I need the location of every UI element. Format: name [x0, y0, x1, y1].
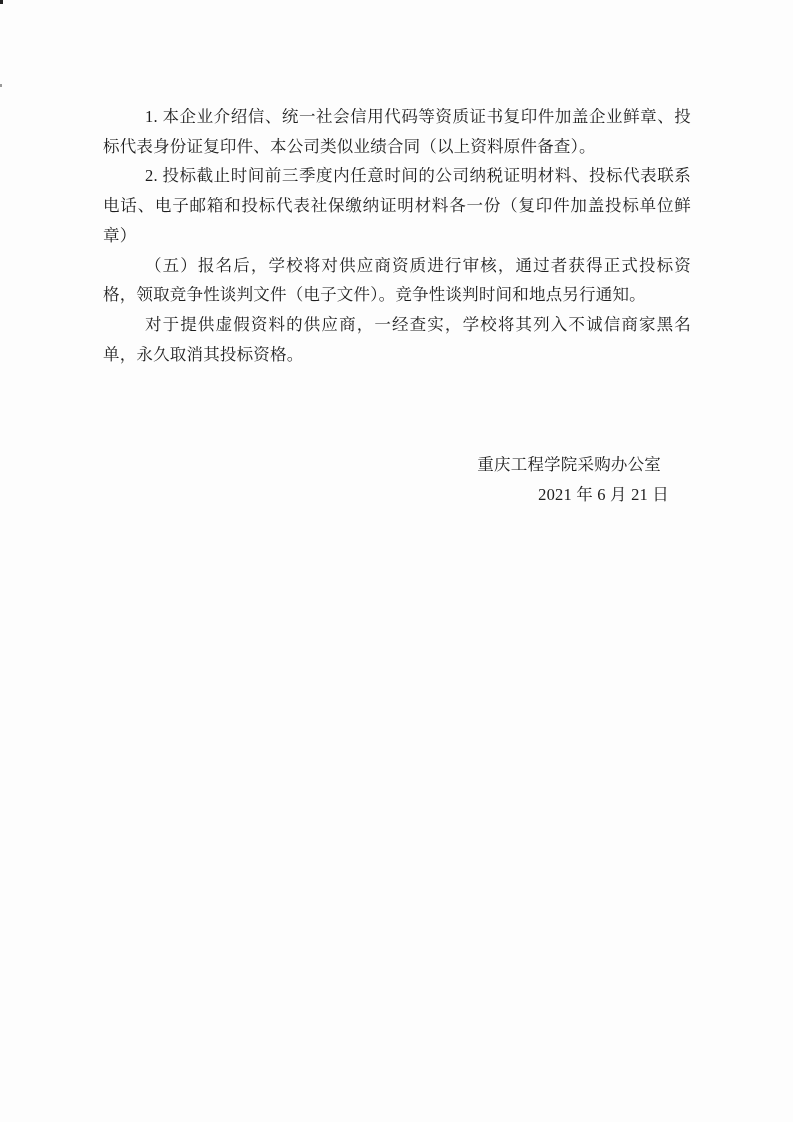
- scan-artifact-top-left: [0, 0, 3, 4]
- body-paragraph-3: （五）报名后，学校将对供应商资质进行审核，通过者获得正式投标资格，领取竞争性谈判文件（电子文件）。竞争性谈判时间和地点另行通知。: [103, 255, 691, 305]
- document-body: [103, 102, 691, 510]
- signature-block: [103, 450, 691, 509]
- body-paragraph-1: 1. 本企业介绍信、统一社会信用代码等资质证书复印件加盖企业鲜章、投标代表身份证复印件、本公司类似业绩合同（以上资料原件备查）。: [103, 107, 691, 156]
- body-paragraph-4: 对于提供虚假资料的供应商，一经查实，学校将其列入不诚信商家黑名单，永久取消其投标资格。: [103, 314, 691, 364]
- signature-organization: 重庆工程学院采购办公室: [477, 455, 661, 475]
- scan-artifact-left-edge: [0, 84, 2, 87]
- body-paragraph-2: 2. 投标截止时间前三季度内任意时间的公司纳税证明材料、投标代表联系电话、电子邮箱和投标代表社保缴纳证明材料各一份（复印件加盖投标单位鲜章）: [103, 166, 691, 245]
- signature-date: 2021 年 6 月 21 日: [538, 485, 669, 505]
